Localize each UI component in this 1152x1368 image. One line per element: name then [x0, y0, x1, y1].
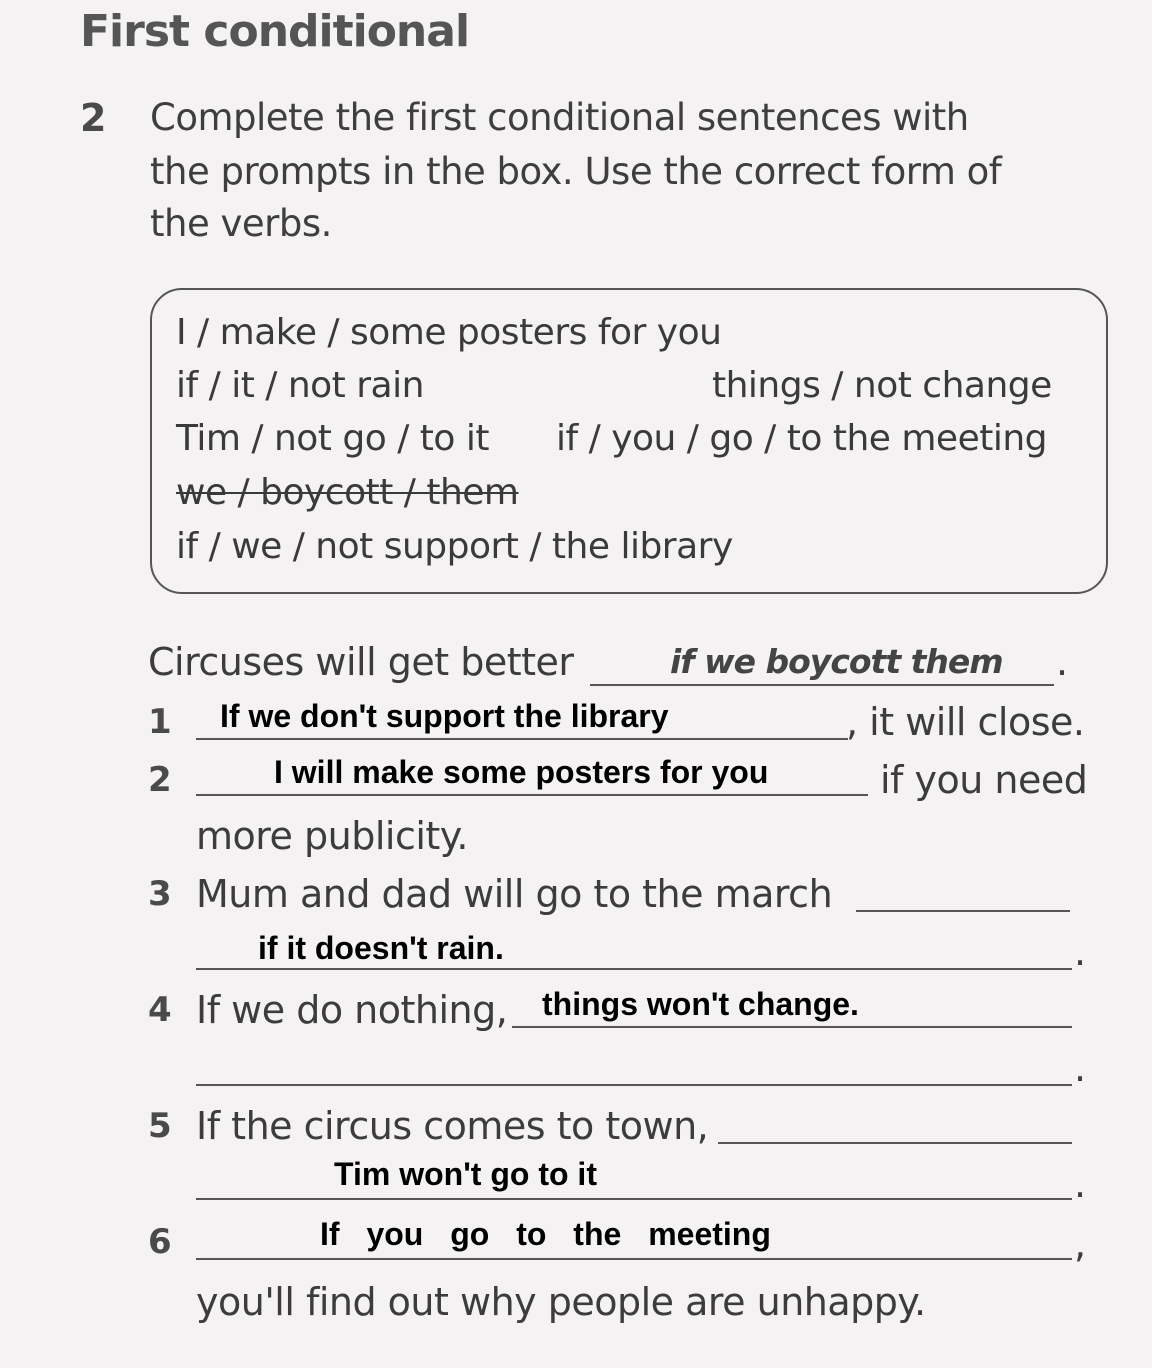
item-3-sentence: Mum and dad will go to the march: [196, 872, 833, 916]
item-4-line-b: [196, 1084, 1072, 1086]
prompt-tim-not-go: Tim / not go / to it: [176, 418, 489, 459]
prompt-boycott-crossed: we / boycott / them: [176, 472, 519, 513]
item-2-number: 2: [148, 760, 172, 800]
item-5-line-a: [718, 1142, 1072, 1144]
item-6-number: 6: [148, 1222, 172, 1262]
prompt-not-rain: if / it / not rain: [176, 365, 424, 406]
item-5-sentence: If the circus comes to town,: [196, 1104, 709, 1148]
prompt-make-posters: I / make / some posters for you: [176, 312, 722, 353]
item-4-number: 4: [148, 990, 172, 1030]
prompt-go-meeting: if / you / go / to the meeting: [556, 418, 1048, 459]
example-end: .: [1056, 640, 1068, 684]
item-6-answer[interactable]: If you go to the meeting: [320, 1216, 771, 1252]
item-2-answer-line: [196, 794, 868, 796]
item-3-end: .: [1074, 930, 1086, 974]
item-3-answer[interactable]: if it doesn't rain.: [258, 930, 504, 966]
example-answer: if we boycott them: [670, 642, 1003, 681]
instruction-line-2: the prompts in the box. Use the correct form of: [150, 150, 1002, 193]
item-4-line-a: [512, 1026, 1072, 1028]
item-4-answer[interactable]: things won't change.: [542, 986, 859, 1022]
prompt-not-change: things / not change: [712, 365, 1052, 406]
example-sentence: Circuses will get better: [148, 640, 574, 684]
item-3-number: 3: [148, 874, 172, 914]
item-3-line-a: [856, 910, 1070, 912]
item-6-continuation: you'll find out why people are unhappy.: [196, 1280, 926, 1324]
item-2-after: if you need: [880, 758, 1088, 802]
item-1-answer[interactable]: If we don't support the library: [220, 698, 669, 734]
prompt-not-support: if / we / not support / the library: [176, 526, 733, 567]
item-5-end: .: [1074, 1162, 1086, 1206]
exercise-number: 2: [80, 96, 107, 140]
item-2-answer[interactable]: I will make some posters for you: [274, 754, 769, 790]
item-1-answer-line: [196, 738, 848, 740]
item-5-number: 5: [148, 1106, 172, 1146]
item-1-number: 1: [148, 702, 172, 742]
section-title: First conditional: [80, 6, 470, 57]
item-3-line-b: [196, 968, 1072, 970]
instruction-line-3: the verbs.: [150, 202, 332, 245]
item-6-end: ,: [1074, 1222, 1086, 1266]
item-5-line-b: [196, 1198, 1072, 1200]
item-2-continuation: more publicity.: [196, 814, 468, 858]
item-4-sentence: If we do nothing,: [196, 988, 508, 1032]
example-answer-line: [590, 684, 1054, 686]
item-1-after: , it will close.: [846, 700, 1085, 744]
item-6-answer-line: [196, 1258, 1072, 1260]
item-5-answer[interactable]: Tim won't go to it: [334, 1156, 597, 1192]
item-4-end: .: [1074, 1046, 1086, 1090]
instruction-line-1: Complete the first conditional sentences with: [150, 96, 969, 139]
